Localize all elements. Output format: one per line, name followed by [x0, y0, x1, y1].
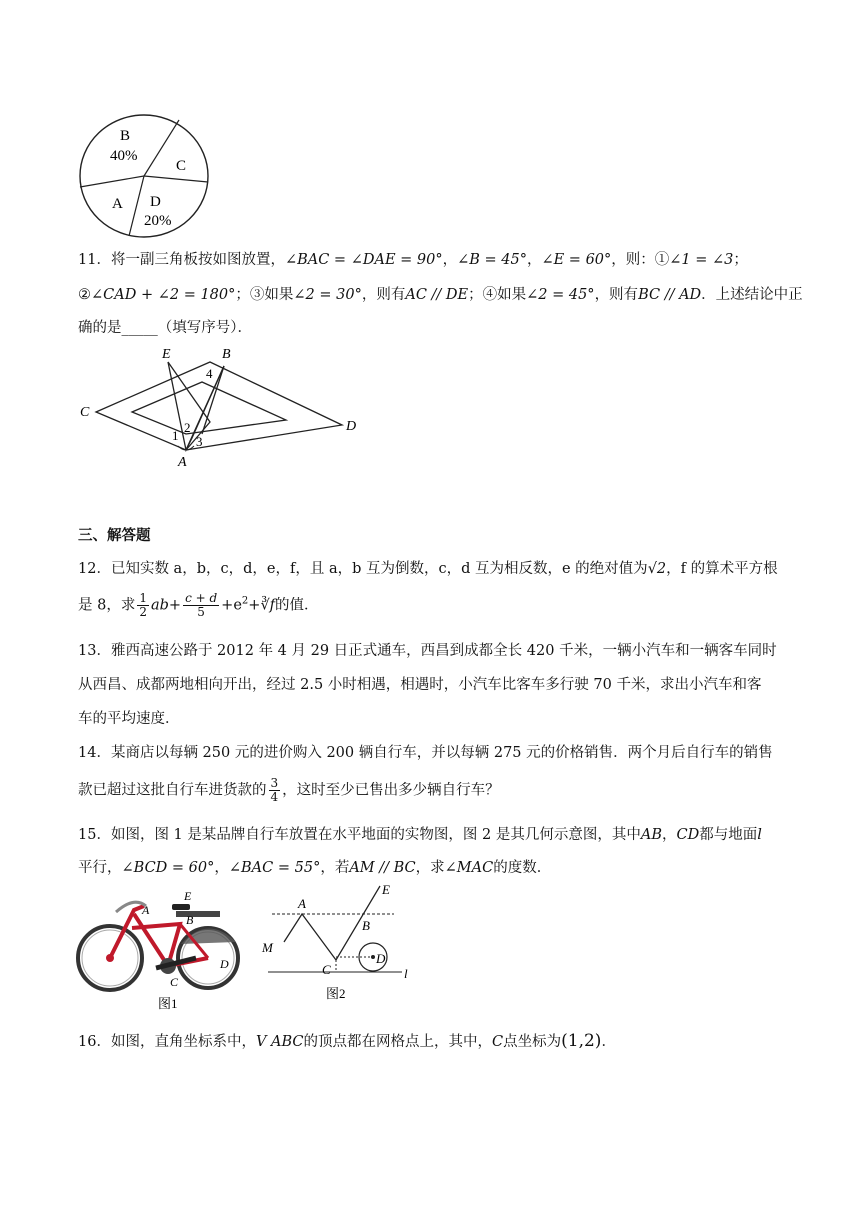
fig1-label-b: B	[186, 913, 194, 927]
q11-line2: ②∠CAD + ∠2 = 180°；③如果∠2 = 30°，则有AC // DE；④如果∠2 = 45°，则有BC // AD．上述结论中正	[78, 287, 803, 303]
q13-line2: 从西昌、成都两地相向开出，经过 2.5 小时相遇，相遇时，小汽车比客车多行驶 70 千米，求出小汽车和客	[78, 677, 762, 693]
pie-value-b: 40%	[110, 148, 138, 164]
q13-line3: 车的平均速度．	[78, 711, 180, 727]
fig2-caption: 图2	[326, 986, 346, 1001]
pie-chart	[74, 112, 214, 240]
q16-line: 16．如图，直角坐标系中，V ABC的顶点都在网格点上，其中，C点坐标为(1,2)．	[78, 1031, 616, 1051]
fig2-label-b: B	[362, 918, 370, 933]
pie-label-b: B	[120, 128, 131, 144]
q13-line1: 13．雅西高速公路于 2012 年 4 月 29 日正式通车，西昌到成都全长 420 千米，一辆小汽车和一辆客车同时	[78, 643, 777, 659]
fig11-label-e: E	[162, 347, 171, 362]
fig11-label-1: 1	[172, 428, 179, 443]
fig11-label-b: B	[222, 347, 231, 362]
q15-line2: 平行，∠BCD = 60°，∠BAC = 55°，若AM // BC，求∠MAC的度数．	[78, 860, 552, 876]
q11-line3: 确的是_____（填写序号）．	[78, 320, 252, 336]
fig2-label-d: D	[376, 951, 386, 966]
pie-label-c: C	[176, 158, 187, 174]
fig11-label-d: D	[346, 419, 357, 434]
fig1-label-a: A	[142, 903, 150, 917]
fig11-label-c: C	[80, 405, 90, 420]
fig1-label-c: C	[170, 975, 179, 989]
q11-line1: 11．将一副三角板按如图放置，∠BAC = ∠DAE = 90°，∠B = 45°，∠E = 60°，则：①∠1 = ∠3；	[78, 252, 748, 268]
fig2-label-e: E	[382, 882, 390, 897]
fig2-label-c: C	[322, 962, 331, 977]
q14-line2: 款已超过这批自行车进货款的 $\frac{3}{4}$ ，这时至少已售出多少辆自行车？	[78, 776, 500, 804]
q12-line2: 是 8，求 $\frac{1}{2}$ ab+ $\frac{c + d}{5}$ $+e^2+∛f$的值．	[78, 591, 319, 619]
pie-label-d: D	[150, 194, 161, 210]
fig11-label-3: 3	[196, 434, 203, 449]
fig2-label-l: l	[404, 966, 408, 981]
q12-line1: 12．已知实数 a，b，c，d，e，f，且 a，b 互为倒数，c，d 互为相反数，e 的绝对值为√2，f 的算术平方根	[78, 561, 778, 577]
q14-line1: 14．某商店以每辆 250 元的进价购入 200 辆自行车，并以每辆 275 元的价格销售．两个月后自行车的销售	[78, 745, 773, 761]
fig2-label-m: M	[262, 940, 273, 955]
pie-label-a: A	[112, 196, 123, 212]
q11-triangles-figure	[74, 342, 364, 472]
q15-line1: 15．如图，图 1 是某品牌自行车放置在水平地面的实物图，图 2 是其几何示意图，其中AB，CD都与地面l	[78, 827, 762, 843]
section-title: 三、解答题	[78, 528, 151, 544]
bicycle-geometry-figure	[260, 880, 420, 1010]
bicycle-photo-figure	[76, 884, 246, 1014]
fig11-label-4: 4	[206, 366, 213, 381]
fig2-label-a: A	[298, 896, 306, 911]
fig11-label-a: A	[178, 455, 187, 470]
fig1-label-e: E	[184, 889, 192, 903]
fig1-label-d: D	[220, 957, 229, 971]
fig1-caption: 图1	[158, 996, 178, 1011]
pie-value-d: 20%	[144, 213, 172, 229]
fig11-label-2: 2	[184, 420, 191, 435]
